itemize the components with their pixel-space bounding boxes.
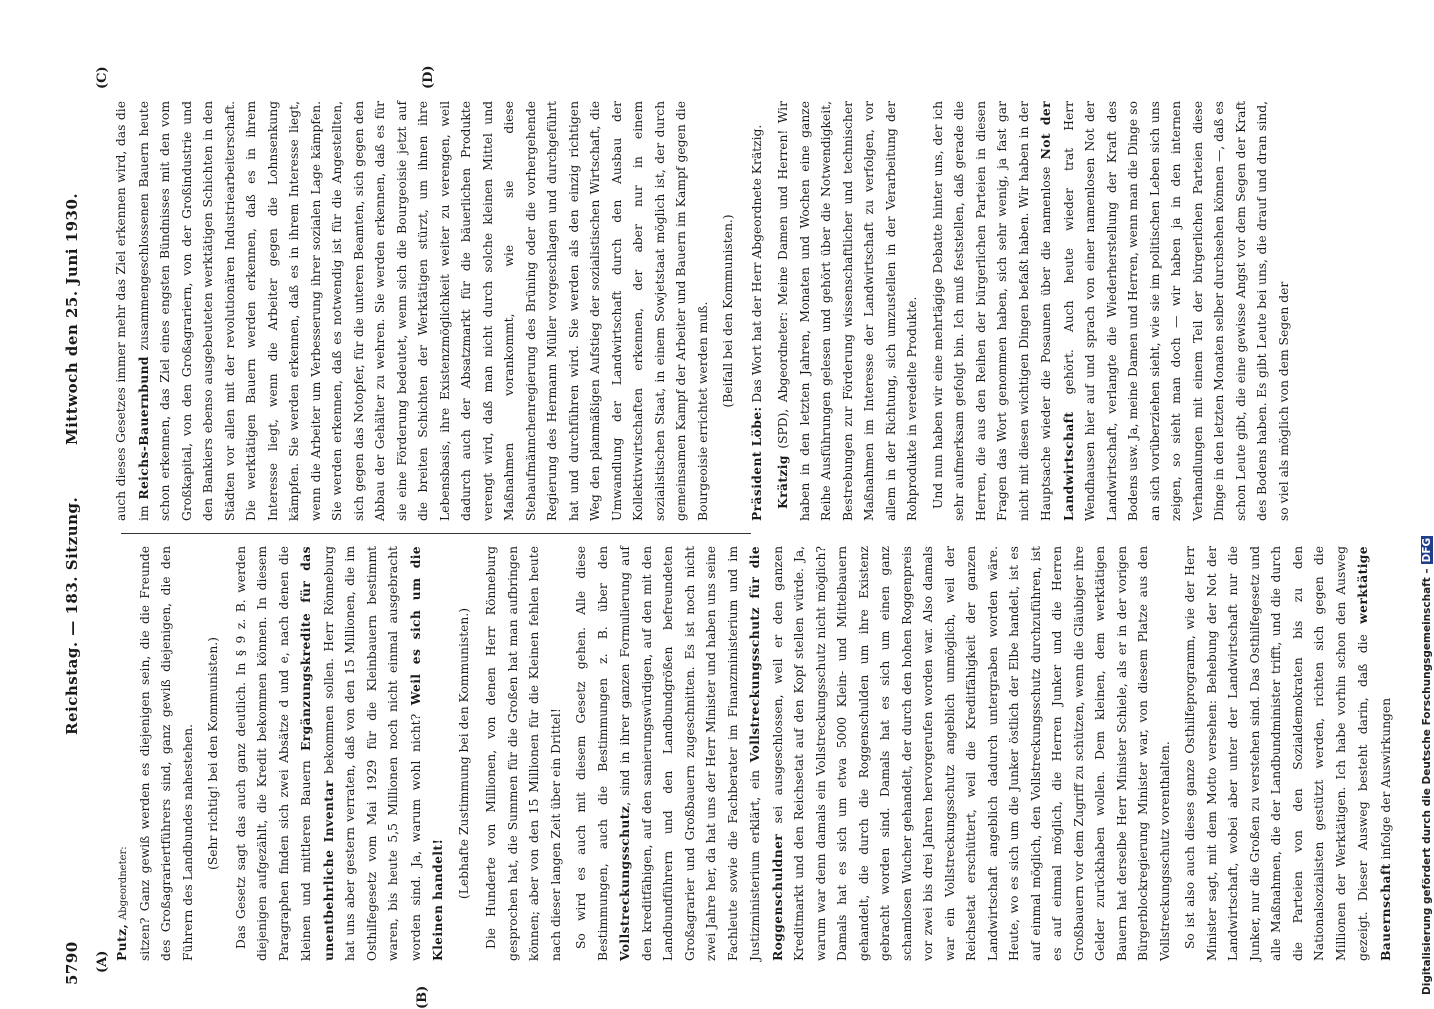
text-run: (SPD), Abgeordneter: Meine Damen und Herren! Wir haben in den letzten Jahren, Monaten und Wochen eine ganze Reihe Ausführungen gelesen und gehört über die Notwendigkeit, Bestrebungen zur Förderung wissenschaftlicher und technischer Maßnahmen im Interesse der Landwirtschaft zu verfolgen, vor allem in der Richtung, sich umzustellen in der Verarbeitung der Rohprodukte in veredelte Produkte. [776, 101, 919, 521]
paragraph [1180, 546, 1397, 961]
speaker-role: Abgeordneter: [118, 846, 129, 920]
paragraph: Die Hunderte von Millionen, von denen Herr Rönneburg gesprochen hat, die Summen für die Großen hat man aufbringen können; aber von den 15 Millionen für die Kleinen fehlen heute nach dieser langen Zeit über ein Drittel! [484, 546, 563, 961]
text-run: zusammengeschlossenen Bauern heute schon erkennen, das Ziel eines engsten Bündnisses mit den vom Großkapital, von den Großagrariern, von der Großindustrie und den Bankiers ebenso ausgebeuteten werktätigen Schichten in den Städten vor allen mit der revolutionären Industriearbeiterschaft. Die werktätigen Bauern werden erkennen, daß es in ihrem Interesse liegt, wenn die Arbeiter gegen die Lohnsenkung kämpfen. Sie werden erkennen, daß es in ihrem Interesse liegt, wenn die Arbeiter um Verbesserung ihrer sozialen Lage kämpfen. Sie werden erkennen, daß es notwendig ist für die Angestellten, sich gegen das Notopfer, für die unteren Beamten, sich gegen den Abbau der Gehälter zu wehren. Sie werden erkennen, daß es für sie eine Förderung bedeutet, wenn sich die Bourgeoisie jetzt auf die breiten Schichten der Werktätigen stürzt, um ihnen ihre Lebensbasis, ihre Existenzmöglichkeit weiter zu verengen, weil dadurch auch der Absatzmarkt für die bäuerlichen Produkte verengt wird, daß man nicht durch solche kleinen Mittel und Maßnahmen vorankommt, wie sie diese Stehaufmännchenregierung des Brüning oder die vorhergehende Regierung des Hermann Müller vorgeschlagen und durchgeführt hat und durchführen wird. Sie werden als den einzig richtigen Weg den planmäßigen Aufstieg der sozialistischen Wirtschaft, die Umwandlung der Landwirtschaft durch den Ausbau der Kollektivwirtschaften erkennen, der aber nur in einem sozialistischen Staat, in einem Sowjetstaat möglich ist, der durch gemeinsamen Kampf der Arbeiter und Bauern im Kampf gegen die Bourgeoisie errichtet werden muß. [136, 101, 710, 521]
text-run: So ist also auch dieses ganze Osthilfeprogramm, wie der Herr Minister sagt, mit dem Motto versehen: Behebung der Not der Landwirtschaft, wobei aber unter der Landwirtschaft nur die Junker, nur die Großen zu verstehen sind. Das Osthilfegesetz und alle Maßnahmen, die der Landbundminister trifft, und die durch die Parteien von den Sozialdemokraten bis zu den Nationalsozialisten gestützt werden, richten sich gegen die Millionen der Werktätigen. Ich habe vorhin schon den Ausweg gezeigt. Dieser Ausweg besteht darin, daß die [1183, 546, 1370, 961]
page-number: 5790 [63, 941, 81, 985]
margin-mark-d: (D) [421, 65, 436, 89]
paragraph-text: sitzen? Ganz gewiß werden es diejenigen sein, die die Freunde des Großagrariertführers sind, ganz gewiß diejenigen, die den Führern des Landbundes nahestehen. [137, 546, 195, 961]
margin-mark-b: (B) [415, 985, 430, 1009]
paragraph [571, 546, 1176, 961]
text-run: infolge der Auswirkungen [1378, 697, 1393, 860]
sidebar-text: Digitalisierung gefördert durch die Deutsche Forschungsgemeinschaft – [1421, 568, 1433, 995]
text-run: , sind in ihrer ganzen Formulierung auf den kreditfähigen, auf den sanierungswürdigen, auf den mit den Landbundführern und den Landbundgrößen befreundeten Großagrarier und Großbauern zugeschnitten. Es ist noch nicht zwei Jahre her, da hat uns der Herr Minister und haben uns seine Fachleute sowie die Fachberater im Finanzministerium und im Justizministerium erklärt, ein [618, 546, 762, 961]
header-left-title: Reichstag. — 183. Sitzung. [63, 496, 81, 735]
text-run: Das Wort hat der Herr Abgeordnete Krätzig. [749, 124, 764, 403]
interjection: (Beifall bei den Kommunisten.) [721, 214, 735, 408]
rotated-page [55, 55, 1393, 1009]
paragraph [928, 101, 1296, 521]
paragraph [772, 101, 924, 521]
text-run: Das Gesetz sagt das auch ganz deutlich. In § 9 z. B. werden diejenigen aufgezählt, die Kredit bekommen können. In diesem Paragraphen finden sich zwei Absätze d und e, nach denen die kleinen und mittleren Bauern [233, 546, 313, 961]
speaker-name: Krätzig [775, 455, 790, 509]
bold-term: Ergänzungskredite für das unentbehrliche Inventar [298, 546, 336, 961]
president-label: Präsident Löbe: [748, 406, 764, 521]
text-run: bekommen sollen. Herr Rönneburg hat uns aber gestern verraten, daß von den 15 Millionen, die im Osthilfegesetz vom Mai 1929 für die Kleinbauern bestimmt waren, bis heute 5,5 Millionen noch nicht einmal ausgebracht worden sind. Ja, warum wohl nicht? [321, 546, 423, 961]
speaker-name: Putz, [114, 923, 129, 961]
paragraph [111, 546, 199, 961]
bold-term: Weil es sich um die Kleinen handelt! [407, 545, 445, 961]
column-left [111, 545, 1393, 961]
bold-term: Vollstreckungsschutz [617, 805, 632, 961]
paragraph [111, 101, 714, 521]
header-right-title: Mittwoch den 25. Juni 1930. [63, 192, 81, 445]
dfg-logo: DFG [1421, 537, 1433, 563]
column-right [111, 101, 1291, 521]
bold-term: werktätige Bauernschaft [1355, 546, 1393, 961]
text-run: Und nun haben wir eine mehrtägige Debatte hinter uns, der ich sehr aufmerksam gefolgt bin. Ich muß feststellen, daß gerade die Herren, die aus den Reihen der bürgerlichen Parteien in diesen Fragen das Wort genommen haben, sich sehr wenig, ja fast gar nicht mit diesen wichtigen Dingen befaßt haben. Wir haben in der Hauptsache wieder die Posaunen über die namenlose [930, 101, 1053, 521]
margin-mark-c: (C) [95, 66, 110, 89]
paragraph [746, 101, 769, 521]
bold-term: Not der Landwirtschaft [1038, 101, 1076, 521]
paragraph [231, 546, 450, 961]
margin-mark-a: (A) [95, 950, 110, 973]
column-divider [121, 533, 751, 534]
text-run: gehört. Auch heute wieder trat Herr Wendhausen hier auf und sprach von einer namenlosen Not der Landwirtschaft, verlangte die Wiederherstellung der Kraft des Bodens usw. Ja, meine Damen und Herren, wenn man die Dinge so an sich vorüberziehen sieht, wie sie im politischen Leben sich uns zeigen, so sieht man doch — wir haben ja in den internen Verhandlungen mit einem Teil der bürgerlichen Parteien diese Dinge in den letzten Monaten selber durchsehen können —, daß es schon Leute gibt, die eine gewisse Angst vor dem Segen der Kraft des Bodens haben. Es gibt Leute bei uns, die drauf und dran sind, so viel als möglich von dem Segen der [1061, 101, 1291, 521]
bold-term: Vollstreckungsschutz für die Roggenschuldner [747, 546, 785, 961]
interjection: (Sehr richtig! bei den Kommunisten.) [206, 637, 220, 870]
interjection: (Lebhafte Zustimmung bei den Kommunisten.) [456, 607, 471, 900]
bold-term: Reichs-Bauernbund [135, 356, 151, 500]
dfg-sidebar [1421, 536, 1433, 995]
page-header [55, 55, 95, 985]
text-run: sei ausgeschlossen, weil er den ganzen Kreditmarkt und den Reichsetat auf den Kopf stellen würde. Ja, warum war denn damals ein Vollstreckungsschutz nicht möglich? Damals hat es sich um etwa 5000 Klein- und Mittelbauern gehandelt, die durch die Roggenschulden um ihre Existenz gebracht worden sind. Damals hat es sich um einen ganz schamlosen Wucher gehandelt, der durch den hohen Roggenpreis vor zwei bis drei Jahren hervorgerufen worden war. Also damals war ein Vollstreckungsschutz angeblich unmöglich, weil der Reichsetat erschüttert, weil die Kreditfähigkeit der ganzen Landwirtschaft angeblich dadurch untergraben worden wäre. Heute, wo es sich um die Junker östlich der Elbe handelt, ist es auf einmal möglich, den Vollstreckungsschutz durchzuführen, ist es auf einmal möglich, die Herren Junker und die Herren Großbauern vor dem Zugriff zu schützen, wenn die Gläubiger ihre Gelder zurückhaben wollen. Dem kleinen, dem werktätigen Bauern hat derselbe Herr Minister Schiele, als er in der vorigen Bürgerblockregierung Minister war, von diesem Platze aus den Vollstreckungsschutz vorenthalten. [770, 546, 1172, 961]
text-run: auch dieses Gesetzes immer mehr das Ziel erkennen wird, das die im [114, 101, 151, 521]
text-run: So wird es auch mit diesem Gesetz gehen. Alle diese Bestimmungen, auch die Bestimmungen z. B. über den [574, 546, 610, 961]
